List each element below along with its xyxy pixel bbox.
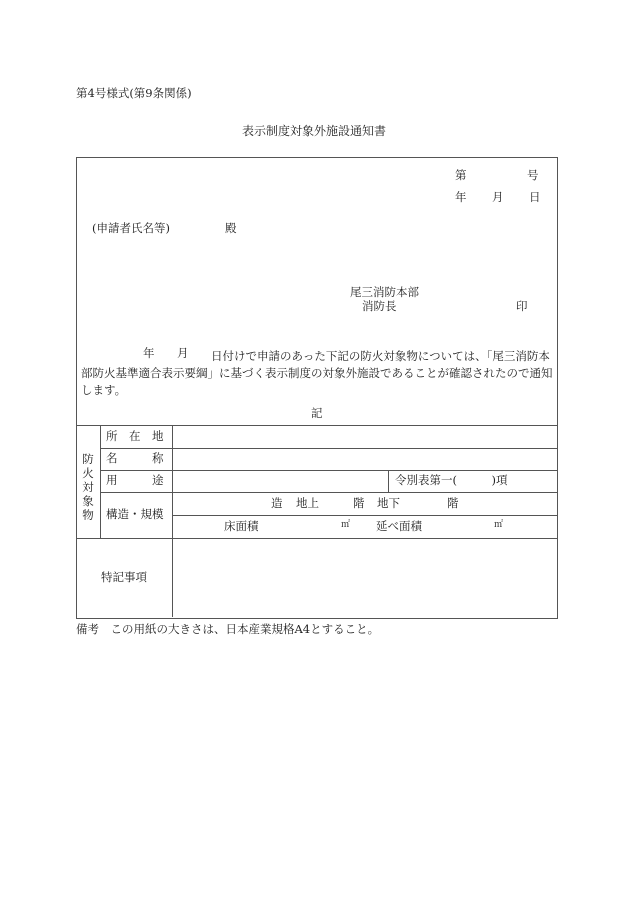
issuer-organization: 尾三消防本部: [350, 285, 419, 299]
seal-mark: 印: [516, 299, 528, 313]
body-month: 月: [177, 346, 189, 360]
row-line: [172, 515, 557, 516]
form-number: 第4号様式(第9条関係): [76, 86, 192, 100]
total-area-label: 延べ面積: [376, 519, 422, 533]
structure-floor2: 階: [447, 496, 459, 510]
date-month: 月: [492, 190, 504, 204]
structure-zou: 造: [271, 496, 283, 510]
table-bottom-line: [76, 538, 557, 539]
body-text: [81, 348, 555, 399]
ki-label: 記: [311, 406, 323, 420]
col-line: [388, 470, 389, 492]
col-line: [172, 425, 173, 617]
document-title: 表示制度対象外施設通知書: [242, 124, 387, 138]
structure-below: 地下: [377, 496, 400, 510]
row-line: [100, 492, 557, 493]
date-day: 日: [529, 190, 541, 204]
addressee-honorific: 殿: [225, 221, 237, 235]
body-year: 年: [143, 346, 155, 360]
use-category: 令別表第一( )項: [395, 473, 508, 487]
structure-floor1: 階: [353, 496, 365, 510]
row-line: [100, 470, 557, 471]
issuer-title: 消防長: [362, 299, 397, 313]
footnote: 備考 この用紙の大きさは、日本産業規格A4とすること。: [76, 622, 380, 636]
col-line: [100, 425, 101, 538]
floor-area-unit: ㎡: [341, 520, 351, 530]
row-line: [100, 448, 557, 449]
row-label-use: 用 途: [106, 473, 164, 487]
row-label-structure: 構造・規模: [106, 507, 164, 521]
group-label-fire-target: 防火対象物: [82, 452, 94, 522]
number-suffix: 号: [527, 168, 539, 182]
row-label-name: 名 称: [106, 451, 164, 465]
row-label-location: 所 在 地: [106, 429, 164, 443]
date-year: 年: [455, 190, 467, 204]
addressee-label: (申請者氏名等): [92, 221, 170, 235]
floor-area-label: 床面積: [224, 519, 259, 533]
number-prefix: 第: [455, 168, 467, 182]
table-top-line: [76, 425, 557, 426]
body-text-content: 日付けで申請のあった下記の防火対象物については、「尾三消防本部防火基準適合表示要綱」に基づく表示制度の対象外施設であることが確認されたので通知します。: [81, 349, 553, 397]
total-area-unit: ㎡: [494, 520, 504, 530]
remarks-label: 特記事項: [101, 570, 147, 584]
structure-above: 地上: [296, 496, 319, 510]
